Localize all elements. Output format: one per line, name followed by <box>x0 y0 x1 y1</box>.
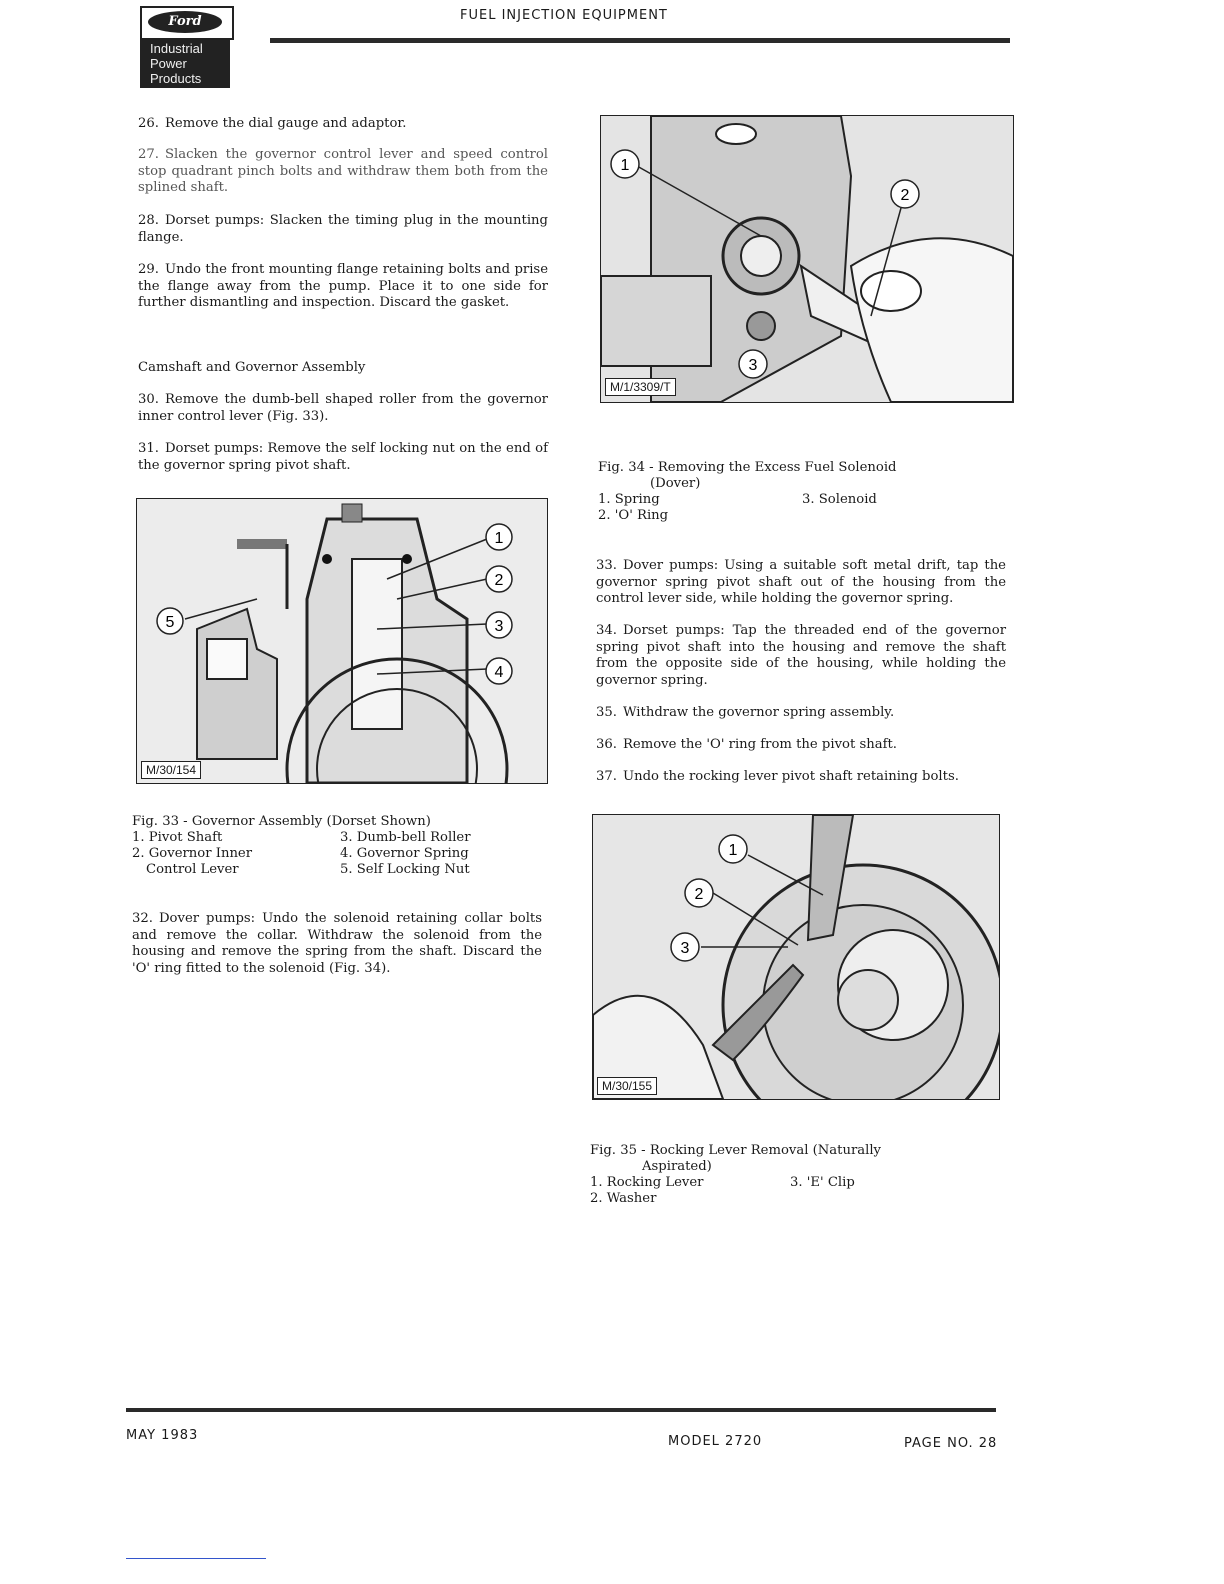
step-37 <box>596 769 1006 786</box>
step-37-num: 37. <box>596 769 617 784</box>
step-31-num: 31. <box>138 441 159 456</box>
footer-page: PAGE NO. 28 <box>904 1436 998 1451</box>
step-28-num: 28. <box>138 213 159 228</box>
step-28 <box>138 213 548 246</box>
step-26-num: 26. <box>138 116 159 131</box>
step-28-text: Dorset pumps: Slacken the timing plug in the mounting flange. <box>138 213 548 245</box>
industrial-power-products-logo <box>140 38 230 88</box>
fig34-caption-title: Fig. 34 - Removing the Excess Fuel Solenoid <box>598 460 897 475</box>
step-35-text: Withdraw the governor spring assembly. <box>622 705 895 720</box>
step-36-num: 36. <box>596 737 617 752</box>
footer-model: MODEL 2720 <box>668 1434 763 1449</box>
step-34 <box>596 623 1006 689</box>
fig35-callout-2: 2 <box>694 886 704 903</box>
fig33-item-1: 1. Pivot Shaft <box>132 830 223 845</box>
ford-logo <box>140 6 234 40</box>
fig33-item-5: 5. Self Locking Nut <box>340 862 470 877</box>
fig33-image <box>136 498 548 784</box>
fig33-legend <box>132 830 552 878</box>
fig34-item-1: 1. Spring <box>598 492 660 507</box>
fig34-item-3: 3. Solenoid <box>802 492 877 507</box>
step-30-text: Remove the dumb-bell shaped roller from the governor inner control lever (Fig. 33). <box>138 392 548 424</box>
fig33-ref: M/30/154 <box>141 761 201 779</box>
step-31-text: Dorset pumps: Remove the self locking nut on the end of the governor spring pivot shaft. <box>138 441 548 473</box>
step-31 <box>138 441 548 474</box>
fig35-caption-title: Fig. 35 - Rocking Lever Removal (Naturally <box>590 1143 882 1158</box>
step-33-text: Dover pumps: Using a suitable soft metal drift, tap the governor spring pivot shaft out of the housing from the control lever side, while holding the governor spring. <box>596 558 1006 606</box>
fig33-item-4: 4. Governor Spring <box>340 846 469 861</box>
footer-rule <box>126 1408 996 1412</box>
fig34-callout-2: 2 <box>900 187 910 204</box>
fig34-item-2: 2. 'O' Ring <box>598 508 669 523</box>
step-34-text: Dorset pumps: Tap the threaded end of the governor spring pivot shaft into the housing and remove the shaft from the opposite side of the housing, while holding the governor spring. <box>596 623 1006 688</box>
bottom-underline <box>126 1558 266 1559</box>
step-26-text: Remove the dial gauge and adaptor. <box>164 116 407 131</box>
step-33-num: 33. <box>596 558 617 573</box>
logo-line-3: Products <box>150 71 202 86</box>
fig33-callout-4: 4 <box>494 664 504 681</box>
fig35-callout-1: 1 <box>728 842 738 859</box>
fig35-legend <box>590 1175 1000 1207</box>
step-29 <box>138 262 548 312</box>
fig35-ref: M/30/155 <box>597 1077 657 1095</box>
fig33-callout-3: 3 <box>494 618 504 635</box>
footer-date: MAY 1983 <box>126 1428 199 1443</box>
fig34-image <box>600 115 1014 403</box>
step-27-num: 27. <box>138 147 159 162</box>
step-32 <box>132 911 542 977</box>
fig34-drawing <box>601 116 1013 402</box>
logo-line-1: Industrial <box>150 41 203 56</box>
page-title: FUEL INJECTION EQUIPMENT <box>460 8 668 23</box>
fig33-drawing <box>137 499 547 783</box>
fig35-drawing <box>593 815 999 1099</box>
fig34-ref: M/1/3309/T <box>605 378 676 396</box>
fig34-legend <box>598 492 1008 524</box>
fig34-callout-1: 1 <box>620 157 630 174</box>
step-30 <box>138 392 548 425</box>
header-rule <box>270 38 1010 43</box>
fig34-callout-3: 3 <box>748 357 758 374</box>
fig35-image <box>592 814 1000 1100</box>
fig35-item-2: 2. Washer <box>590 1191 657 1206</box>
fig35-caption <box>590 1143 1000 1207</box>
step-27 <box>138 147 548 197</box>
step-34-num: 34. <box>596 623 617 638</box>
step-35 <box>596 705 1006 722</box>
fig35-item-1: 1. Rocking Lever <box>590 1175 704 1190</box>
step-29-num: 29. <box>138 262 159 277</box>
fig34-caption <box>598 460 1008 524</box>
step-30-num: 30. <box>138 392 159 407</box>
fig35-caption-sub: Aspirated) <box>642 1159 712 1174</box>
ford-logo-text: Ford <box>148 11 222 33</box>
step-32-text: Dover pumps: Undo the solenoid retaining collar bolts and remove the collar. Withdraw the solenoid from the housing and remove the spring from the shaft. Discard the 'O' ring fitted to the solenoid (Fig. 34). <box>132 911 542 976</box>
step-33 <box>596 558 1006 608</box>
fig34-caption-sub: (Dover) <box>650 476 701 491</box>
fig33-callout-1: 1 <box>494 530 504 547</box>
step-37-text: Undo the rocking lever pivot shaft retaining bolts. <box>622 769 959 784</box>
step-27-text: Slacken the governor control lever and speed control stop quadrant pinch bolts and withdraw them both from the splined shaft. <box>138 147 548 195</box>
fig33-callout-5: 5 <box>165 614 175 631</box>
fig35-callout-3: 3 <box>680 940 690 957</box>
fig33-item-2b: Control Lever <box>146 862 239 877</box>
fig33-item-2: 2. Governor Inner <box>132 846 253 861</box>
fig35-item-3: 3. 'E' Clip <box>790 1175 855 1190</box>
section-heading: Camshaft and Governor Assembly <box>138 360 366 375</box>
fig33-callout-2: 2 <box>494 572 504 589</box>
fig33-caption-title: Fig. 33 - Governor Assembly (Dorset Shown) <box>132 814 431 829</box>
fig33-item-3: 3. Dumb-bell Roller <box>340 830 471 845</box>
step-26 <box>138 116 548 133</box>
fig33-caption <box>132 814 552 878</box>
logo-line-2: Power <box>150 56 187 71</box>
step-36 <box>596 737 1006 754</box>
step-35-num: 35. <box>596 705 617 720</box>
step-32-num: 32. <box>132 911 153 926</box>
step-36-text: Remove the 'O' ring from the pivot shaft. <box>622 737 897 752</box>
step-29-text: Undo the front mounting flange retaining bolts and prise the flange away from the pump. Place it to one side for further dismantling and inspection. Discard the gasket. <box>138 262 548 310</box>
